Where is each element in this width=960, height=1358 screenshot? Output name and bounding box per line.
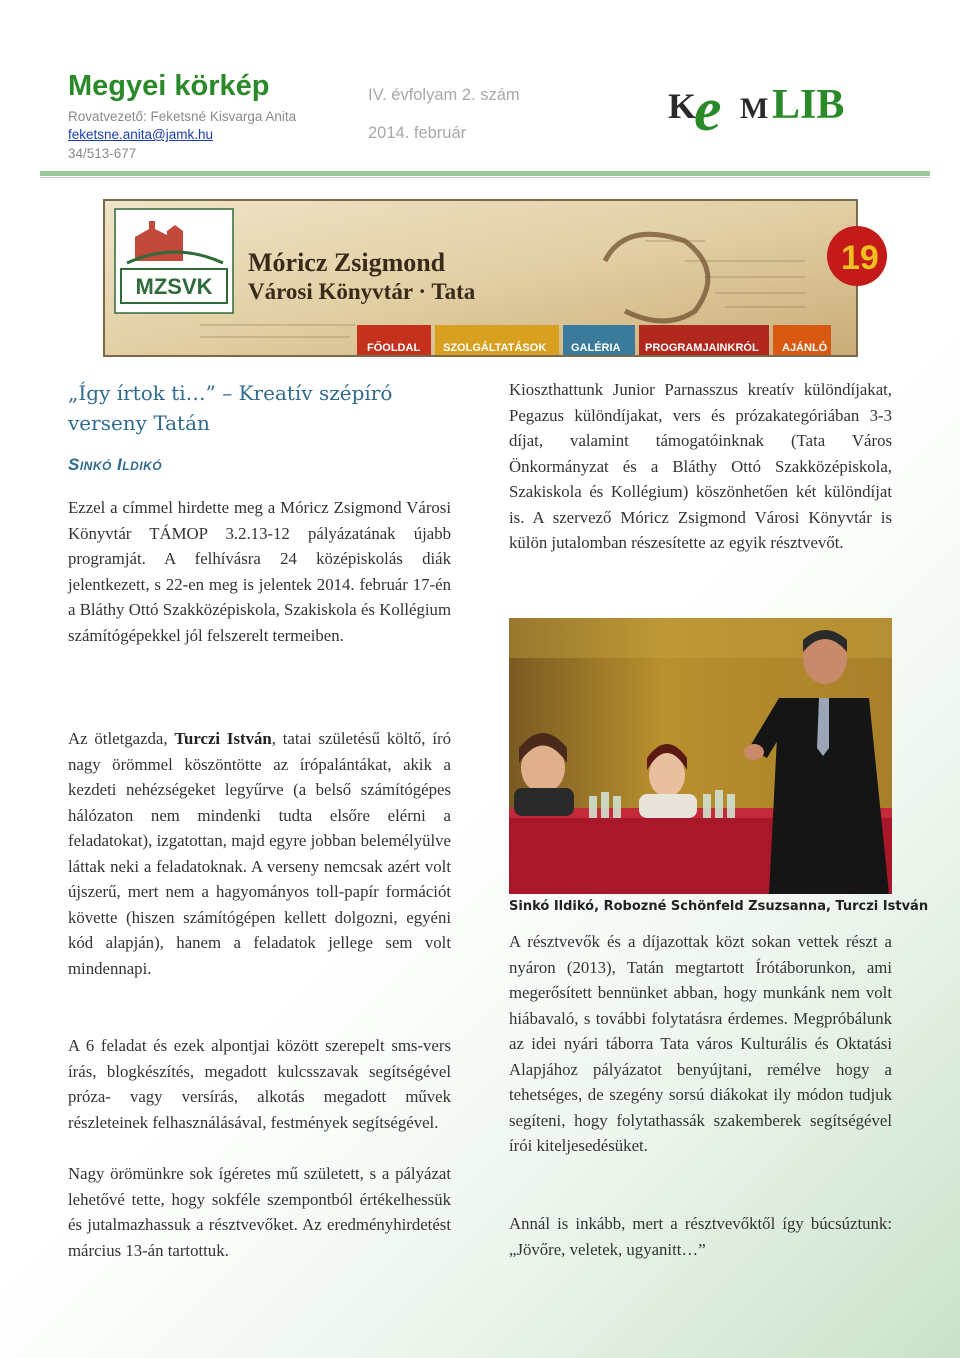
photo-caption: Sinkó Ildikó, Robozné Schönfeld Zsuzsanna, Turczi István [509, 899, 929, 914]
issue-date: 2014. február [368, 124, 467, 142]
banner-name-line1: Móricz Zsigmond [248, 248, 446, 277]
paragraph-intro: Ezzel a címmel hirdette meg a Móricz Zsigmond Városi Könyvtár TÁMOP 3.2.13-12 pályázatának újabb programját. A felhívásra 24 középiskolás diák jelentkezett, s 22-en meg is jelentek 2014. február 17-én a Bláthy Ottó Szakközépiskola, Szakiskola és Kollégium számítógépekkel jól felszerelt termeiben. [68, 498, 451, 645]
banner-name-line2: Városi Könyvtár · Tata [248, 279, 476, 304]
logo-lib: LIB [772, 82, 845, 128]
paragraph-organizer: Az ötletgazda, Turczi István, tatai születésű költő, író nagy örömmel köszöntötte az írópalántákat, akik a kezdeti nehézségeket legyűrve (a belső számítógépes hálózaton nem mindenki tudta elsőre elérni a feladatokat), izgatottan, majd egyre jobban belemélyülve láttak neki a feladatoknak. A verseny nemcsak azért volt újszerű, mert nem a hagyományos toll-papír formációt követte (hiszen számítógépen kellett dolgozni, egyéni kód alapján), hanem a feladatok jellege sem volt mindennapi. [68, 729, 451, 978]
mzsvk-logo [115, 209, 233, 313]
banner-corner-number: 19 [841, 239, 879, 277]
editor-line: Rovatvezető: Feketsné Kisvarga Anita [68, 109, 297, 124]
section-title: Megyei körkép [68, 70, 270, 102]
event-photo-graphic [509, 618, 892, 894]
editor-phone: 34/513-677 [68, 146, 137, 161]
paragraph-tasks: A 6 feladat és ezek alpontjai között szerepelt sms-vers írás, blogkészítés, megadott kulcsszavak segítségével próza- vagy versírás, alkotás megadott művek részleteinek felhasználásával, festmények segítségével. [68, 1036, 451, 1132]
paragraph-awards: Kioszthattunk Junior Parnasszus kreatív különdíjakat, Pegazus különdíjakat, vers és prózakategóriában 3-3 díjat, valamint támogatóinknak (Tata Város Önkormányzat és a Bláthy Ottó Szakközépiskola, Szakiskola és Kollégium) köszönhetően két különdíjat is. A szervező Móricz Zsigmond Városi Könyvtár is külön jutalomban részesítette az egyik résztvevőt. [509, 380, 892, 552]
logo-letter-e: e [694, 76, 722, 144]
editor-email-link[interactable]: feketsne.anita@jamk.hu [68, 127, 214, 142]
article-title: „Így írtok ti…” – Kreatív szépíró verseny Tatán [68, 381, 393, 435]
banner-graphic [105, 201, 879, 355]
nav-label-szolgaltatasok: SZOLGÁLTATÁSOK [443, 342, 547, 354]
nav-label-programjainkrol: PROGRAMJAINKRÓL [645, 342, 759, 354]
mzsvk-logo-text: MZSVK [135, 274, 213, 299]
paragraph-results: Nagy örömünkre sok ígéretes mű született, s a pályázat lehetővé tette, hogy sokféle szempontból értékelhessük és jutalmazhassuk a résztvevőket. Az eredményhirdetést március 13-án tartottuk. [68, 1164, 451, 1260]
header-rule-shadow [40, 177, 930, 178]
library-banner [103, 199, 879, 357]
nav-label-ajanlo: AJÁNLÓ [782, 342, 828, 354]
event-photo [509, 618, 892, 894]
kemlib-logo [666, 72, 886, 144]
paragraph-closing: Annál is inkább, mert a résztvevőktől így búcsúztunk: „Jövőre, veletek, ugyanitt…” [509, 1214, 892, 1259]
logo-letter-k: K [668, 86, 697, 126]
header-rule [40, 171, 930, 176]
issue-volume: IV. évfolyam 2. szám [368, 86, 520, 104]
logo-letter-m: M [740, 92, 769, 125]
organizer-name: Turczi István [174, 729, 272, 748]
nav-label-galeria: GALÉRIA [571, 342, 621, 354]
nav-label-foldal: FŐOLDAL [367, 342, 421, 354]
paragraph-camp: A résztvevők és a díjazottak közt sokan vettek részt a nyáron (2013), Tatán megtartott Írótáborunkon, ami megerősített bennünket abban, hogy munkánk nem volt hiábavaló, s további folytatásra érdemes. Megpróbálunk az idei nyári táborra Tata város Kulturális és Oktatási Alapjához pályázatot benyújtani, remélve hogy a tehetséges, de szegény sorsú diákokat ily módon tudjuk segíteni, hogy folytathassák szakemberek segítségével írói kiteljesedésüket. [509, 932, 892, 1155]
article-author: Sinkó Ildikó [68, 455, 163, 474]
